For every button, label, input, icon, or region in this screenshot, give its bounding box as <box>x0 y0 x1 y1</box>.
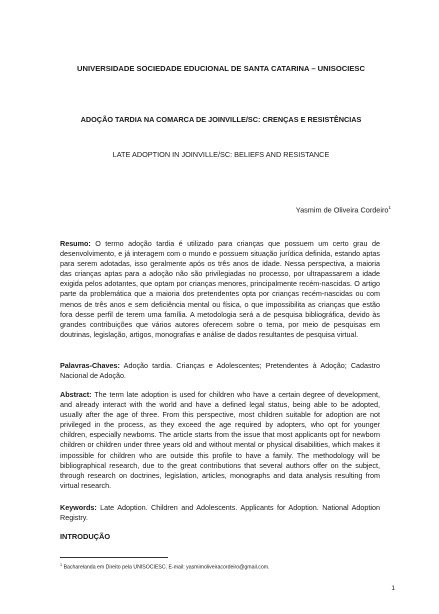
palavras-chave-paragraph <box>60 361 380 381</box>
palavras-chave-label: Palavras-Chaves: <box>60 361 120 370</box>
footnote-text: Bacharelanda em Direito pela UNISOCIESC. E-mail: yasmimoliveiracordeiro@gmail.com. <box>62 564 270 571</box>
resumo-label: Resumo: <box>60 239 91 248</box>
page-number: 1 <box>391 585 395 592</box>
keywords-label: Keywords: <box>60 503 97 512</box>
author-footnote-mark: 1 <box>388 205 391 210</box>
author-name: Yasmim de Oliveira Cordeiro <box>295 205 389 215</box>
keywords-paragraph <box>60 503 380 523</box>
footnote-divider <box>60 557 168 558</box>
resumo-text: O termo adoção tardia é utilizado para crianças que possuem um certo grau de desenvolvimento, e já interagem com o mundo e possuem situação jurídica definida, estando aptas para serem adotadas, isso geralmente após os três anos de idade. Nessa perspectiva, a maioria das crianças aptas para a adoção não são privilegiadas no processo, por ultrapassarem a idade exigida pelos adotantes, que optam por crianças menores, principalmente recém-nascidas. O artigo parte da problemática que a maioria dos pretendentes opta por crianças recém-nascidas ou com menos de três anos e sem deficiência mental ou física, o que impossibilita as crianças que estão fora desse perfil de terem uma família. A metodologia será a de pesquisa bibliográfica, devido às grandes contribuições que vários autores oferecem sobre o tema, por meio de pesquisas em doutrinas, legislação, artigos, monografias e análise de dados resultantes de pesquisa virtual. <box>60 239 380 339</box>
article-title-portuguese: ADOÇÃO TARDIA NA COMARCA DE JOINVILLE/SC: CRENÇAS E RESISTÊNCIAS <box>80 115 362 124</box>
university-name: UNIVERSIDADE SOCIEDADE EDUCIONAL DE SANTA CATARINA – UNISOCIESC <box>77 64 365 73</box>
palavras-chave-text: Adoção tardia. Crianças e Adolescentes; Pretendentes à Adoção; Cadastro Nacional de Adoção. <box>60 361 380 381</box>
article-title-english: LATE ADOPTION IN JOINVILLE/SC: BELIEFS AND RESISTANCE <box>112 150 330 159</box>
footnote-mark: 1 <box>60 563 63 567</box>
section-heading-introducao: INTRODUÇÃO <box>60 532 111 541</box>
footnote <box>60 563 269 571</box>
abstract-text: The term late adoption is used for children who have a certain degree of development, and already interact with the world and have a defined legal status, being able to be adopted, usually after the age of three. From this perspective, most children suitable for adoption are not privileged in the process, as they exceed the age required by adopters, who opt for younger children, especially newborns. The article starts from the issue that most applicants opt for newborn children or children under three years old and without mental or physical disabilities, which makes it impossible for children who are outside this profile to have a family. The methodology will be bibliographical research, due to the great contributions that several authors offer on the subject, through research on doctrines, legislation, articles, monographs and data analysis resulting from virtual research. <box>60 390 380 490</box>
keywords-text: Late Adoption. Children and Adolescents. Applicants for Adoption. National Adoption Registry. <box>60 503 380 523</box>
abstract-label: Abstract: <box>60 390 92 399</box>
author-line <box>296 205 391 214</box>
abstract-paragraph <box>60 390 380 491</box>
resumo-paragraph <box>60 239 380 340</box>
